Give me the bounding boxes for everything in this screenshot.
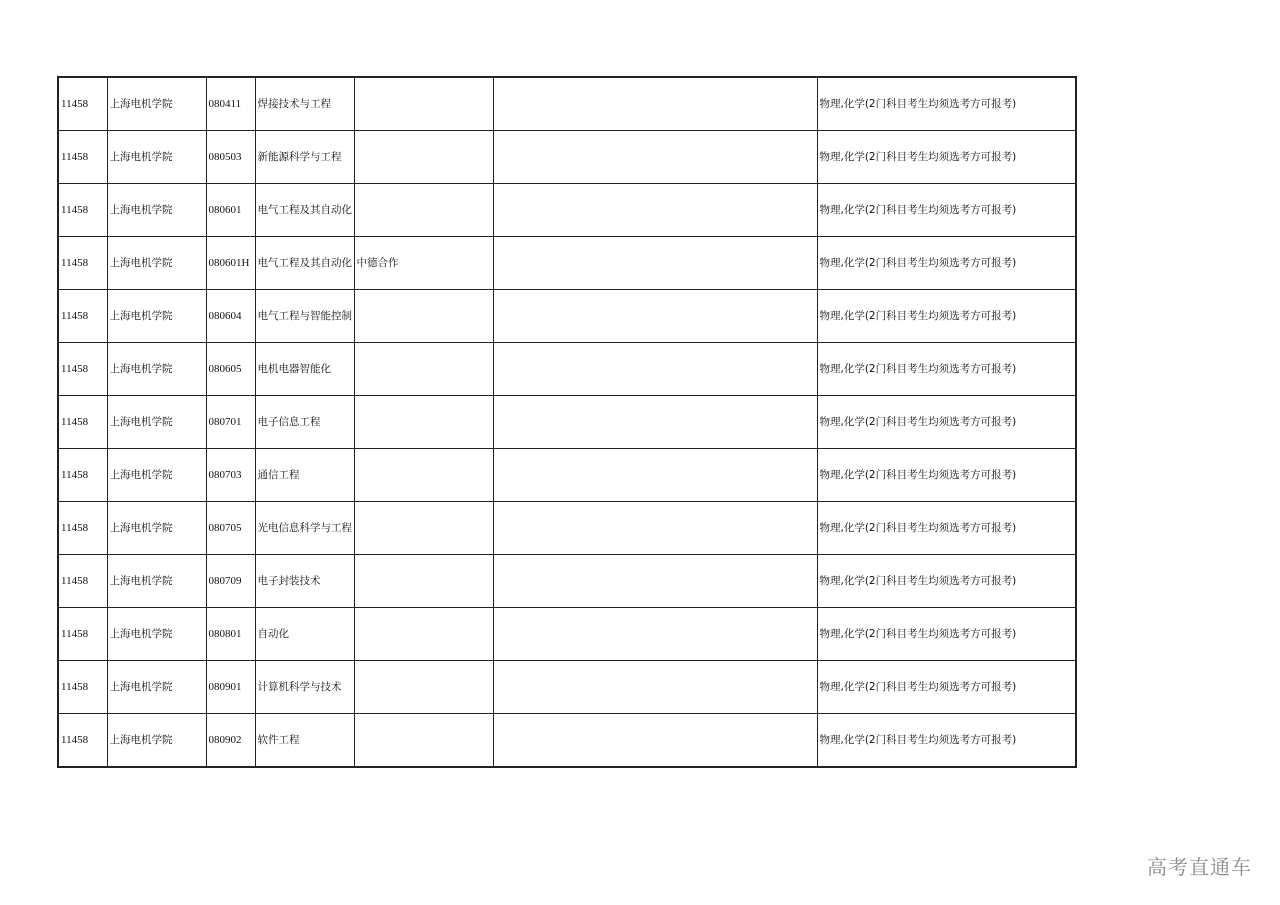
school-code-cell: 11458 — [58, 290, 107, 343]
school-name-cell: 上海电机学院 — [107, 77, 206, 131]
major-name-cell: 电子封装技术 — [255, 555, 354, 608]
subject-requirement-cell: 物理,化学(2门科目考生均须选考方可报考) — [817, 343, 1076, 396]
major-code-cell: 080902 — [206, 714, 255, 768]
table-row — [58, 449, 1076, 502]
remark-cell — [493, 608, 817, 661]
remark-cell — [493, 714, 817, 768]
subject-requirement-cell: 物理,化学(2门科目考生均须选考方可报考) — [817, 77, 1076, 131]
remark-cell — [493, 396, 817, 449]
major-code-cell: 080701 — [206, 396, 255, 449]
table-row — [58, 184, 1076, 237]
school-name-cell: 上海电机学院 — [107, 237, 206, 290]
major-code-cell: 080901 — [206, 661, 255, 714]
remark-cell — [493, 343, 817, 396]
school-code-cell: 11458 — [58, 502, 107, 555]
majors-table — [57, 76, 1077, 768]
school-code-cell: 11458 — [58, 237, 107, 290]
school-name-cell: 上海电机学院 — [107, 449, 206, 502]
major-note-cell — [354, 77, 493, 131]
table-body — [58, 77, 1076, 767]
major-note-cell — [354, 396, 493, 449]
major-code-cell: 080605 — [206, 343, 255, 396]
table-row — [58, 237, 1076, 290]
school-code-cell: 11458 — [58, 131, 107, 184]
remark-cell — [493, 555, 817, 608]
school-name-cell: 上海电机学院 — [107, 184, 206, 237]
school-name-cell: 上海电机学院 — [107, 396, 206, 449]
school-code-cell: 11458 — [58, 396, 107, 449]
major-note-cell: 中德合作 — [354, 237, 493, 290]
major-note-cell — [354, 184, 493, 237]
school-code-cell: 11458 — [58, 555, 107, 608]
school-name-cell: 上海电机学院 — [107, 661, 206, 714]
table-row — [58, 396, 1076, 449]
subject-requirement-cell: 物理,化学(2门科目考生均须选考方可报考) — [817, 290, 1076, 343]
major-note-cell — [354, 131, 493, 184]
major-note-cell — [354, 290, 493, 343]
major-code-cell: 080601 — [206, 184, 255, 237]
remark-cell — [493, 290, 817, 343]
school-code-cell: 11458 — [58, 608, 107, 661]
major-name-cell: 通信工程 — [255, 449, 354, 502]
major-name-cell: 计算机科学与技术 — [255, 661, 354, 714]
school-name-cell: 上海电机学院 — [107, 290, 206, 343]
major-code-cell: 080801 — [206, 608, 255, 661]
school-code-cell: 11458 — [58, 343, 107, 396]
major-code-cell: 080703 — [206, 449, 255, 502]
school-name-cell: 上海电机学院 — [107, 502, 206, 555]
major-note-cell — [354, 555, 493, 608]
remark-cell — [493, 502, 817, 555]
major-name-cell: 电气工程及其自动化 — [255, 237, 354, 290]
major-name-cell: 电气工程与智能控制 — [255, 290, 354, 343]
major-name-cell: 光电信息科学与工程 — [255, 502, 354, 555]
school-code-cell: 11458 — [58, 449, 107, 502]
school-code-cell: 11458 — [58, 714, 107, 768]
table-row — [58, 661, 1076, 714]
school-name-cell: 上海电机学院 — [107, 343, 206, 396]
table-row — [58, 714, 1076, 768]
subject-requirement-cell: 物理,化学(2门科目考生均须选考方可报考) — [817, 714, 1076, 768]
school-name-cell: 上海电机学院 — [107, 714, 206, 768]
major-code-cell: 080503 — [206, 131, 255, 184]
subject-requirement-cell: 物理,化学(2门科目考生均须选考方可报考) — [817, 555, 1076, 608]
school-name-cell: 上海电机学院 — [107, 608, 206, 661]
school-name-cell: 上海电机学院 — [107, 131, 206, 184]
major-code-cell: 080705 — [206, 502, 255, 555]
remark-cell — [493, 661, 817, 714]
major-code-cell: 080601H — [206, 237, 255, 290]
major-name-cell: 电气工程及其自动化 — [255, 184, 354, 237]
school-code-cell: 11458 — [58, 184, 107, 237]
major-name-cell: 软件工程 — [255, 714, 354, 768]
major-note-cell — [354, 502, 493, 555]
major-note-cell — [354, 661, 493, 714]
major-name-cell: 焊接技术与工程 — [255, 77, 354, 131]
table-row — [58, 77, 1076, 131]
major-name-cell: 新能源科学与工程 — [255, 131, 354, 184]
subject-requirement-cell: 物理,化学(2门科目考生均须选考方可报考) — [817, 661, 1076, 714]
school-name-cell: 上海电机学院 — [107, 555, 206, 608]
major-name-cell: 电子信息工程 — [255, 396, 354, 449]
table-row — [58, 290, 1076, 343]
major-name-cell: 电机电器智能化 — [255, 343, 354, 396]
major-code-cell: 080709 — [206, 555, 255, 608]
subject-requirement-cell: 物理,化学(2门科目考生均须选考方可报考) — [817, 608, 1076, 661]
major-note-cell — [354, 608, 493, 661]
major-note-cell — [354, 343, 493, 396]
major-note-cell — [354, 449, 493, 502]
major-note-cell — [354, 714, 493, 768]
table-row — [58, 131, 1076, 184]
subject-requirement-cell: 物理,化学(2门科目考生均须选考方可报考) — [817, 184, 1076, 237]
remark-cell — [493, 184, 817, 237]
subject-requirement-cell: 物理,化学(2门科目考生均须选考方可报考) — [817, 396, 1076, 449]
subject-requirement-cell: 物理,化学(2门科目考生均须选考方可报考) — [817, 449, 1076, 502]
remark-cell — [493, 449, 817, 502]
school-code-cell: 11458 — [58, 661, 107, 714]
subject-requirement-cell: 物理,化学(2门科目考生均须选考方可报考) — [817, 237, 1076, 290]
table-row — [58, 608, 1076, 661]
table-row — [58, 343, 1076, 396]
school-code-cell: 11458 — [58, 77, 107, 131]
table-row — [58, 555, 1076, 608]
major-name-cell: 自动化 — [255, 608, 354, 661]
remark-cell — [493, 237, 817, 290]
remark-cell — [493, 77, 817, 131]
subject-requirement-cell: 物理,化学(2门科目考生均须选考方可报考) — [817, 502, 1076, 555]
major-code-cell: 080411 — [206, 77, 255, 131]
subject-requirement-cell: 物理,化学(2门科目考生均须选考方可报考) — [817, 131, 1076, 184]
table-row — [58, 502, 1076, 555]
major-code-cell: 080604 — [206, 290, 255, 343]
remark-cell — [493, 131, 817, 184]
watermark-text: 高考直通车 — [1147, 855, 1252, 879]
